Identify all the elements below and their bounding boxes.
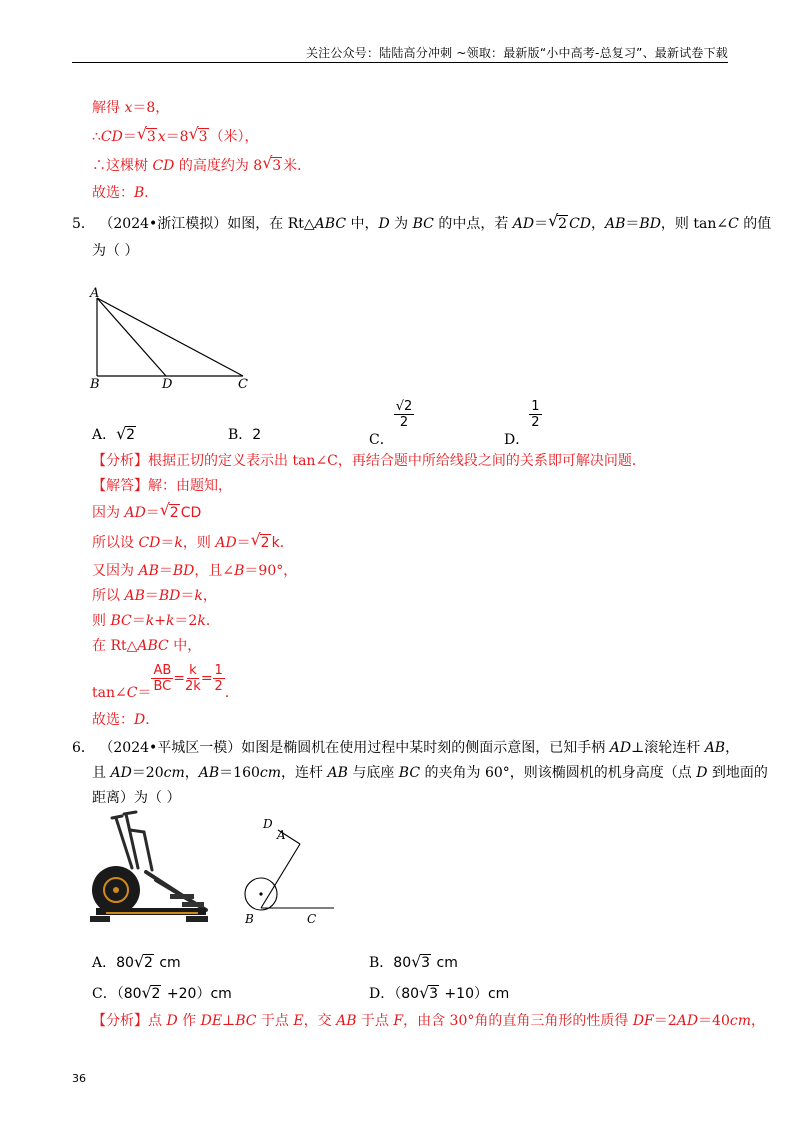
q5-final-answer: 故选：D． [92,712,160,728]
prev-solution-line-3: ∴这棵树 CD 的高度约为 8 √ 3 米． [92,153,312,174]
q6-schematic-figure [236,812,348,928]
q5-option-c[interactable]: C． $\frac{√2}{2}$ [369,399,413,448]
q5-answer-intro: 【解答】解：由题知， [92,478,232,494]
q5-step-6: 在 Rt△ABC 中， [92,638,202,654]
q5-option-d[interactable]: D． $\frac{1}{2}$ [504,399,540,448]
wheel-center [259,892,262,895]
q5-triangle-figure [86,284,256,392]
sqrt-symbol: √ 2 [548,211,568,232]
header-rule [72,62,728,63]
elliptical-machine-photo [86,810,212,928]
label-c: C [238,377,248,392]
q6-stem-line-2: 且 AD＝20cm，AB＝160cm，连杆 AB 与底座 BC 的夹角为 60°，则该椭圆机的机身高度（点 D 到地面的 [92,765,768,781]
prev-solution-line-4: 故选：B． [92,185,159,201]
q5-step-4: 所以 AB＝BD＝k， [92,588,217,604]
q5-stem-line-2: 为（ ） [92,243,139,259]
q5-step-3: 又因为 AB＝BD，且∠B＝90°， [92,563,298,579]
label-d: D [263,817,273,831]
fraction-1-2: $\frac{1}{2}$ [214,663,223,694]
q5-step-7: tan∠C＝ $\frac{AB}{BC}$ = $\frac{k}{2k}$ = $\frac{1}{2}$ ． [92,663,239,701]
label-c: C [307,912,317,926]
page-number: 36 [72,1072,86,1085]
q6-option-d[interactable]: D．（80 √ 3 +10）cm [369,983,510,1002]
q6-option-a[interactable]: A．80 √ 2 cm [92,952,181,971]
q6-stem-line-1: 6． （2024•平城区一模）如图是椭圆机在使用过程中某时刻的侧面示意图，已知手柄 AD⊥滚轮连杆 AB， [72,740,740,756]
label-b: B [90,377,100,392]
q6-option-c[interactable]: C．（80 √ 2 +20）cm [92,983,232,1002]
q5-option-a[interactable]: A． √ 2 [92,424,136,443]
label-a: A [90,286,100,301]
q5-analysis: 【分析】根据正切的定义表示出 tan∠C，再结合题中所给线段之间的关系即可解决问题． [92,453,646,469]
label-d: D [162,377,173,392]
fraction-k-2k: $\frac{k}{2k}$ [185,663,201,694]
sqrt-symbol: √ 3 [262,153,282,174]
label-a: A [277,828,286,842]
q6-stem-line-3: 距离）为（ ） [92,790,181,806]
fraction-ab-bc: $\frac{AB}{BC}$ [153,663,172,694]
link-ab [261,844,300,908]
segment-ac [97,298,243,376]
sqrt-symbol: √ 3 [136,124,156,145]
q6-option-b[interactable]: B．80 √ 3 cm [369,952,458,971]
page-header: 关注公众号：陆陆高分冲刺 ~领取：最新版“小中高考-总复习”、最新试卷下载 [305,46,728,60]
q6-analysis: 【分析】点 D 作 DE⊥BC 于点 E，交 AB 于点 F，由含 30°角的直角三角形的性质得 DF＝2AD＝40cm， [92,1013,765,1029]
sqrt-symbol: √ 3 [188,124,208,145]
q5-step-1: 因为 AD＝ √ 2 CD [92,500,202,521]
segment-ad [97,298,166,376]
prev-solution-line-1: 解得 x＝8， [92,100,170,116]
q5-step-5: 则 BC＝k+k＝2k． [92,613,220,629]
q5-stem-line-1: 5． （2024•浙江模拟）如图，在 Rt△ABC 中，D 为 BC 的中点，若 AD＝ √ 2 CD，AB＝BD，则 tan∠C 的值 [72,211,772,232]
prev-solution-line-2: ∴CD＝ √ 3 x＝8 √ 3 （米）， [92,124,259,145]
q5-option-b[interactable]: B．2 [228,427,262,443]
q5-step-2: 所以设 CD＝k，则 AD＝ √ 2 k． [92,530,294,551]
label-b: B [245,912,254,926]
